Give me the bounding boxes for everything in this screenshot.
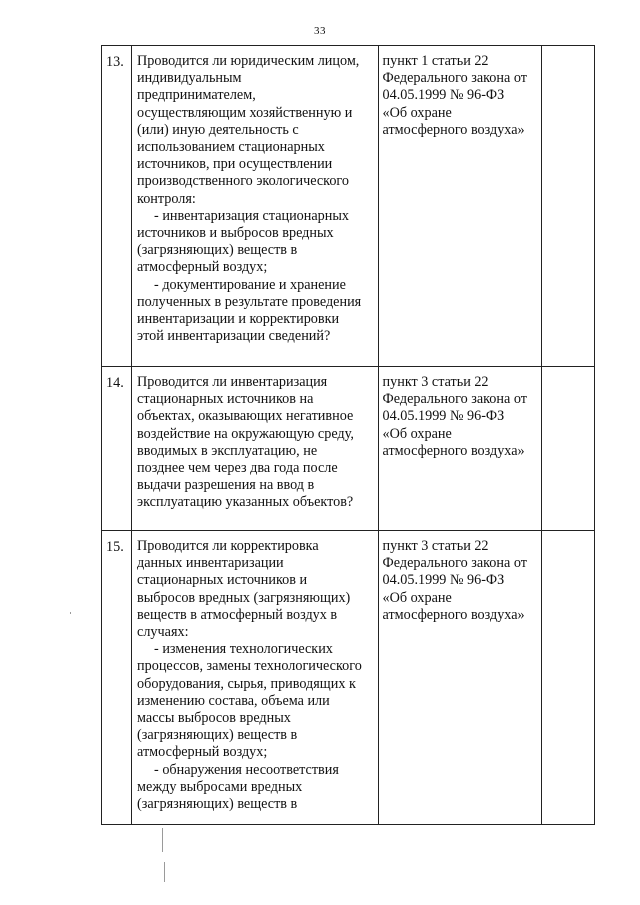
question-line: стационарных источников и <box>137 572 308 589</box>
table-row <box>102 46 595 367</box>
question-line: Проводится ли корректировка <box>137 538 319 554</box>
answer-cell[interactable] <box>541 367 594 531</box>
question-line: стационарных источников на <box>137 391 314 408</box>
legal-basis-cell <box>378 367 541 531</box>
question-line: индивидуальным <box>137 70 242 87</box>
sub-item-line: полученных в результате проведения <box>137 293 362 310</box>
legal-basis-cell <box>378 46 541 367</box>
scan-artifact <box>164 862 165 882</box>
item-number-text: 15. <box>106 539 124 555</box>
table-row <box>102 531 595 825</box>
question-cell <box>132 531 379 825</box>
sub-item-line: (загрязняющих) веществ в <box>137 727 298 744</box>
question-line: контроля: <box>137 190 196 207</box>
sub-item-line: массы выбросов вредных <box>137 710 291 727</box>
item-number <box>102 367 132 531</box>
question-line: производственного экологического <box>137 173 349 190</box>
question-line: случаях: <box>137 624 189 641</box>
question-cell <box>132 367 379 531</box>
question-line: предпринимателем, <box>137 87 256 104</box>
question-line: веществ в атмосферный воздух в <box>137 606 338 623</box>
sub-item-line: процессов, замены технологического <box>137 658 362 675</box>
answer-cell[interactable] <box>541 531 594 825</box>
question-line: выдачи разрешения на ввод в <box>137 477 315 494</box>
answer-cell[interactable] <box>541 46 594 367</box>
sub-item-line: оборудования, сырья, приводящих к <box>137 675 356 692</box>
question-line: данных инвентаризации <box>137 555 284 572</box>
question-line: (или) иную деятельность с <box>137 121 299 138</box>
legal-basis-line: пункт 3 статьи 22 <box>382 374 489 390</box>
legal-basis-cell <box>378 531 541 825</box>
item-number <box>102 531 132 825</box>
sub-item-line: (загрязняющих) веществ в <box>137 242 298 259</box>
requirements-table <box>101 45 595 825</box>
legal-basis-line: 04.05.1999 № 96-ФЗ <box>382 408 505 425</box>
legal-basis-line: «Об охране <box>382 425 452 442</box>
legal-basis-line: атмосферного воздуха» <box>382 121 525 138</box>
question-line: Проводится ли инвентаризация <box>137 374 328 390</box>
scan-artifact <box>162 828 163 852</box>
item-number-text: 14. <box>106 375 124 391</box>
question-line: использованием стационарных <box>137 139 325 156</box>
legal-basis-line: 04.05.1999 № 96-ФЗ <box>382 87 505 104</box>
sub-item-line: - изменения технологических <box>154 641 333 658</box>
sub-item-line: между выбросами вредных <box>137 778 303 795</box>
question-line: воздействие на окружающую среду, <box>137 425 354 442</box>
question-line: позднее чем через два года после <box>137 460 338 477</box>
table-row <box>102 367 595 531</box>
legal-basis-line: атмосферного воздуха» <box>382 442 525 459</box>
legal-basis-line: пункт 3 статьи 22 <box>382 538 489 554</box>
legal-basis-line: «Об охране <box>382 589 452 606</box>
sub-item-line: источников и выбросов вредных <box>137 225 334 242</box>
sub-item-line: - обнаружения несоответствия <box>154 761 339 778</box>
scan-artifact <box>70 612 71 614</box>
question-line: выбросов вредных (загрязняющих) <box>137 589 351 606</box>
question-line: эксплуатацию указанных объектов? <box>137 494 354 511</box>
question-line: источников, при осуществлении <box>137 156 333 173</box>
sub-item-line: инвентаризации и корректировки <box>137 311 340 328</box>
sub-item-line: изменению состава, объема или <box>137 692 330 709</box>
sub-item-line: этой инвентаризации сведений? <box>137 328 331 345</box>
legal-basis-line: 04.05.1999 № 96-ФЗ <box>382 572 505 589</box>
item-number <box>102 46 132 367</box>
sub-item-line: атмосферный воздух; <box>137 259 268 276</box>
sub-item-line: (загрязняющих) веществ в <box>137 796 298 813</box>
question-line: объектах, оказывающих негативное <box>137 408 354 425</box>
legal-basis-line: пункт 1 статьи 22 <box>382 53 489 69</box>
page-number: 33 <box>314 25 326 37</box>
sub-item-line: - инвентаризация стационарных <box>154 207 349 224</box>
question-line: Проводится ли юридическим лицом, <box>137 53 360 69</box>
question-line: вводимых в эксплуатацию, не <box>137 442 318 459</box>
legal-basis-line: Федерального закона от <box>382 391 527 408</box>
sub-item-line: - документирование и хранение <box>154 276 346 293</box>
sub-item-line: атмосферный воздух; <box>137 744 268 761</box>
question-cell <box>132 46 379 367</box>
legal-basis-line: Федерального закона от <box>382 555 527 572</box>
legal-basis-line: «Об охране <box>382 104 452 121</box>
item-number-text: 13. <box>106 54 124 70</box>
question-line: осуществляющим хозяйственную и <box>137 104 353 121</box>
legal-basis-line: Федерального закона от <box>382 70 527 87</box>
legal-basis-line: атмосферного воздуха» <box>382 606 525 623</box>
